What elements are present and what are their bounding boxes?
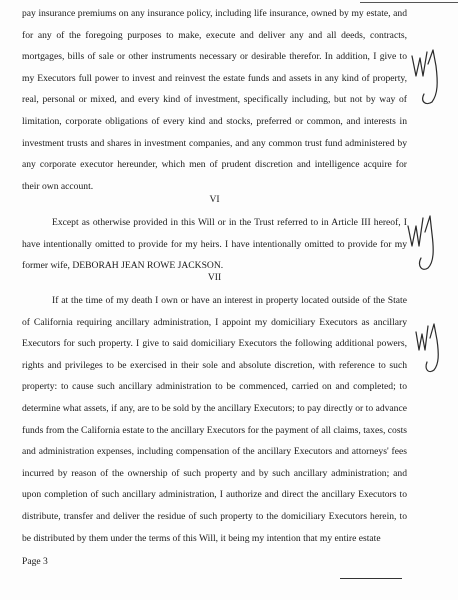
bottom-rule-line [340, 578, 402, 579]
paragraph-powers-continued: pay insurance premiums on any insurance policy, including life insurance, owned by my estate, and for any of the foregoing purposes to make, execute and deliver any and all deeds, contracts, mortgages, bills of sale or other instruments necessary or desirable therefor. In addition, I give to my Executors full power to invest and reinvest the estate funds and assets in any kind of property, real, personal or mixed, and every kind of investment, specifically including, but not by way of limitation, corporate obligations of every kind and stocks, preferred or common, and interests in investment trusts and shares in investment companies, and any common trust fund administered by any corporate executor hereunder, which men of prudent discretion and intelligence acquire for their own account. [22, 8, 407, 192]
article-heading-vi: VI [209, 194, 220, 205]
paragraph-heirs-omission: Except as otherwise provided in this Will or in the Trust referred to in Article III hereof, I have intentionally omitted to provide for my heirs. I have intentionally omitted to provide for my former wife, DEBORAH JEAN ROWE JACKSON. [22, 217, 407, 272]
handwritten-initials-2 [404, 208, 448, 274]
paragraph-ancillary-administration: If at the time of my death I own or have an interest in property located outside of the State of California requiring ancillary administration, I appoint my domiciliary Executors as ancillary Executors for such property. I give to said domiciliary Executors the following additional powers, rights and privileges to be exercised in their sole and absolute discretion, with reference to such property: to cause such ancillary administration to be commenced, carried on and completed; to determine what assets, if any, are to be sold by the ancillary Executors; to pay directly or to advance funds from the California estate to the ancillary Executors for the payment of all claims, taxes, costs and administration expenses, including compensation of the ancillary Executors and attorneys' fees incurred by reason of the ownership of such property and by such ancillary administration; and upon completion of such ancillary administration, I authorize and direct the ancillary Executors to distribute, transfer and deliver the residue of such property to the domiciliary Executors herein, to be distributed by them under the terms of this Will, it being my intention that my entire estate [22, 295, 407, 544]
handwritten-initials-3 [412, 318, 454, 376]
handwritten-initials-1 [408, 42, 454, 108]
article-heading-vii: VII [207, 272, 222, 283]
page-number: Page 3 [22, 556, 48, 567]
